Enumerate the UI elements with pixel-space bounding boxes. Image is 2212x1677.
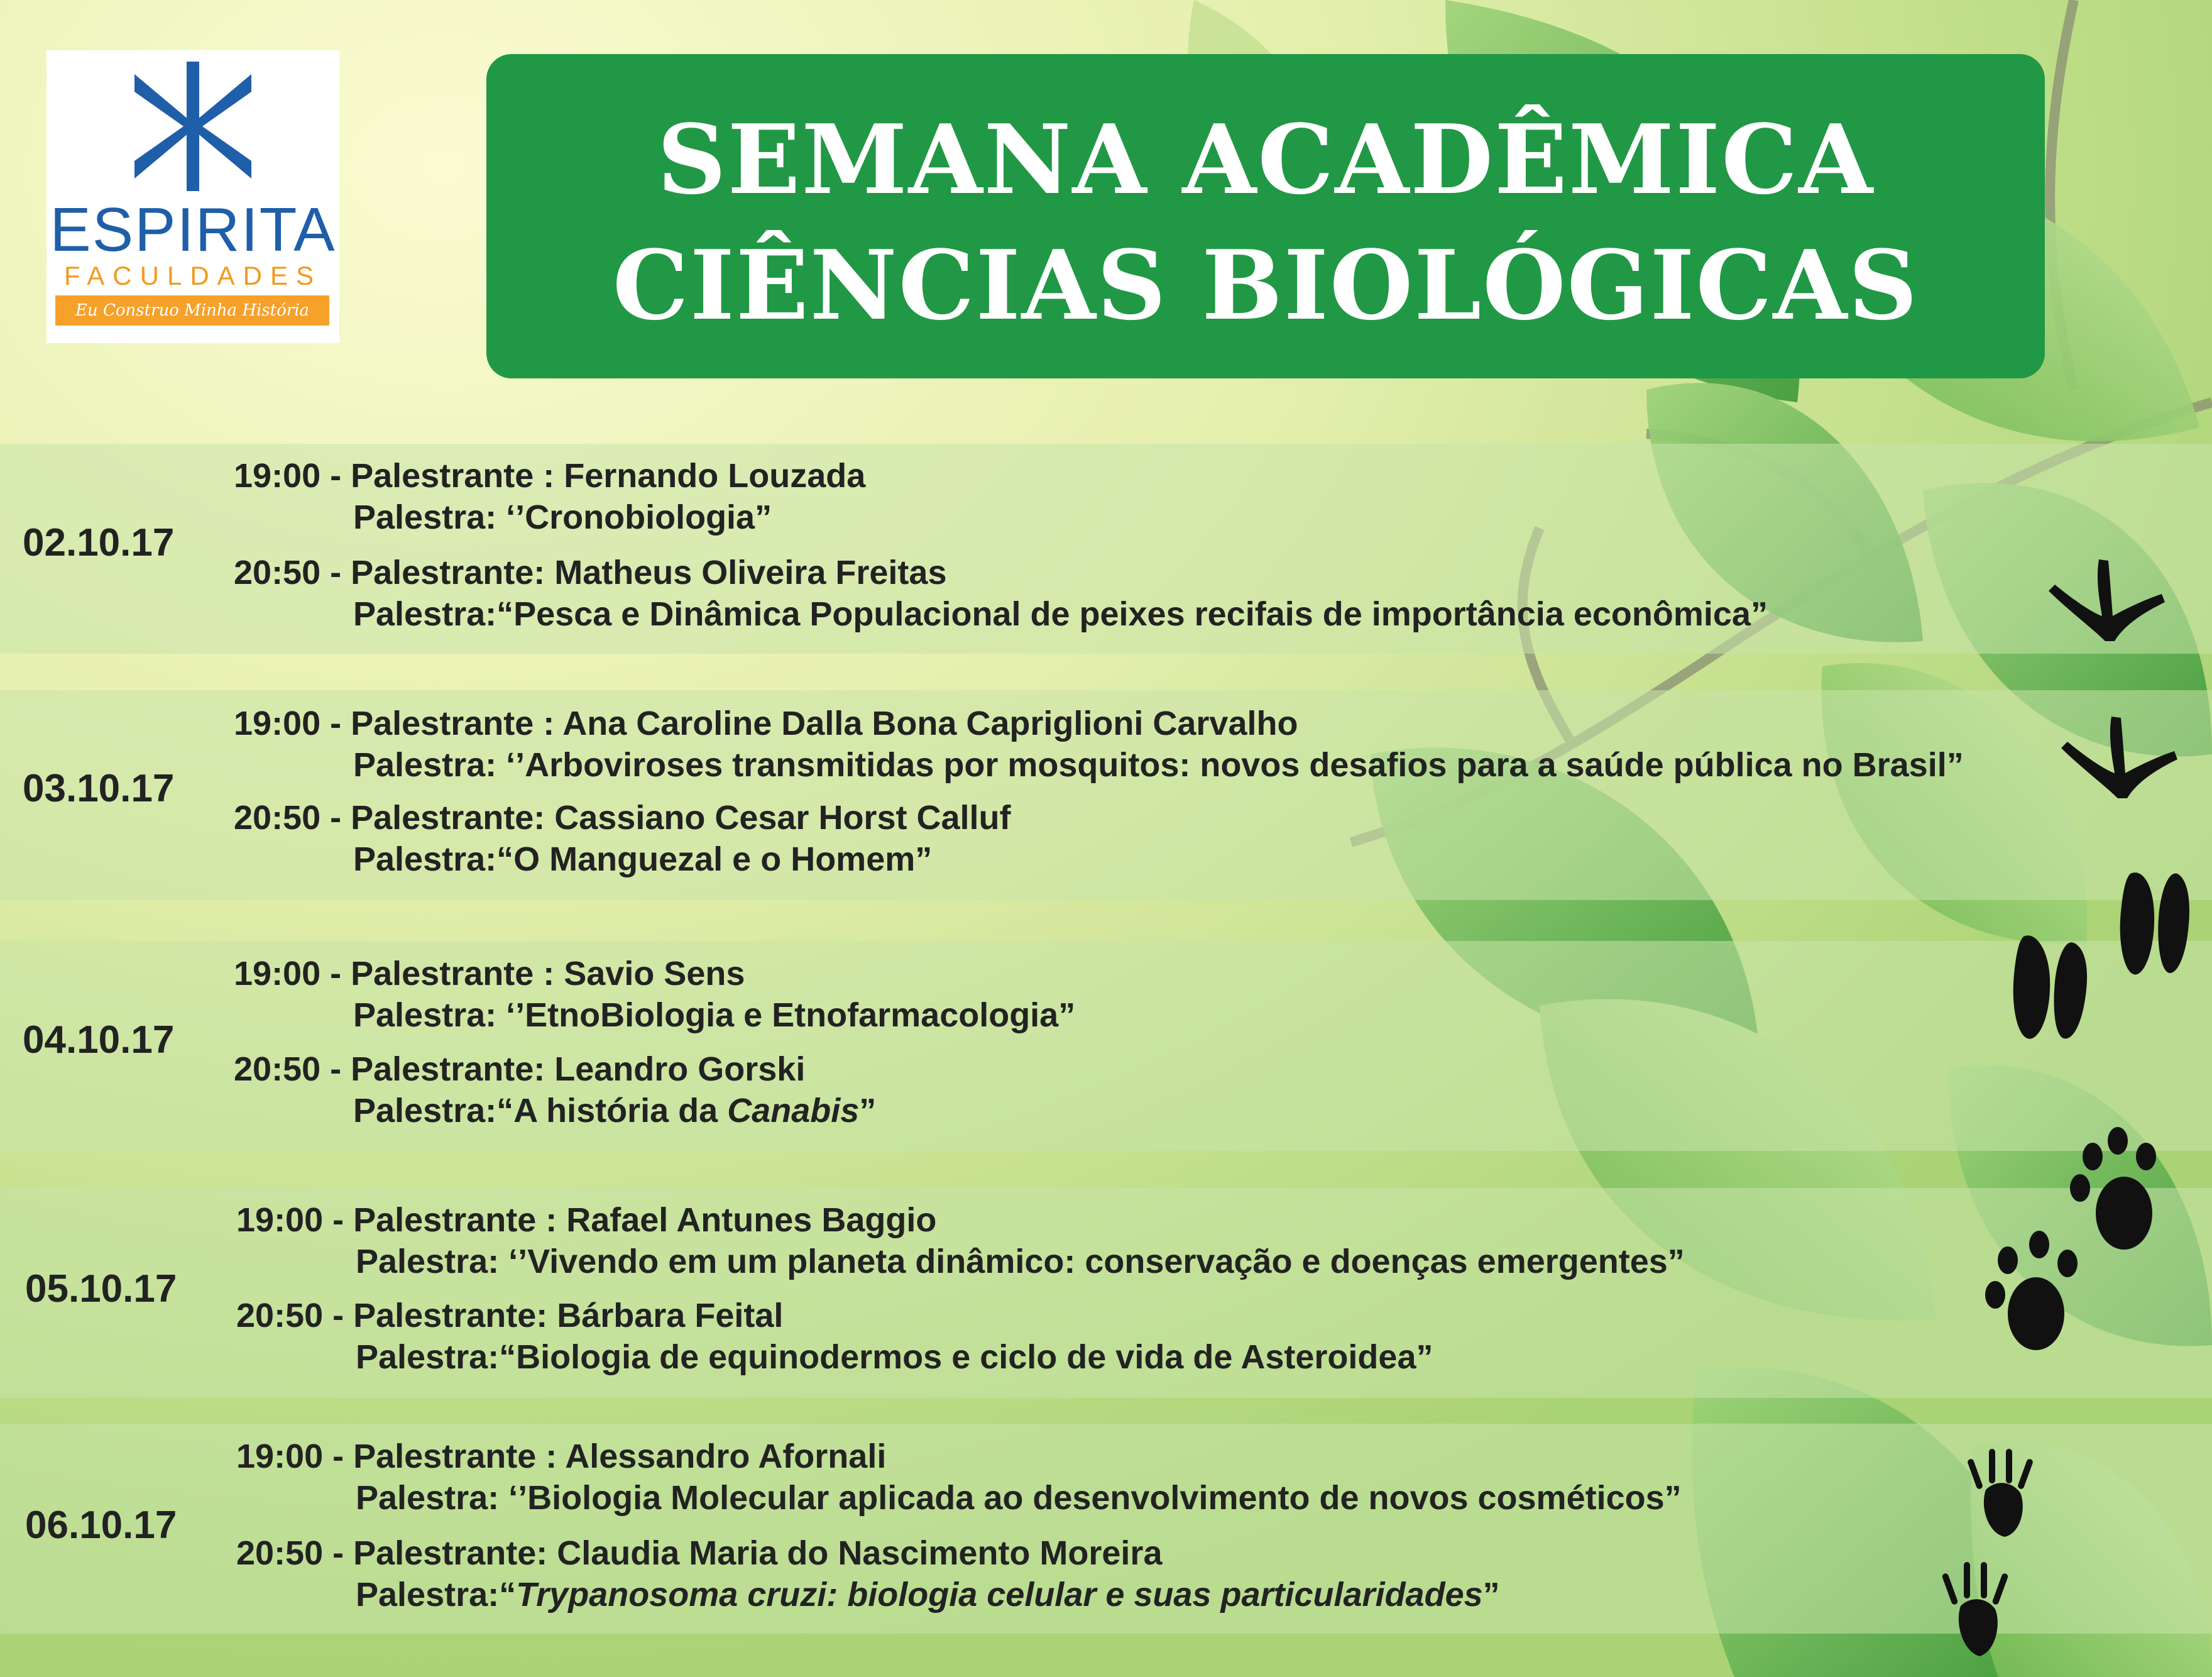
talk-title: Palestra: ‘’Biologia Molecular aplicada ao desenvolvimento de novos cosméticos”: [356, 1479, 1682, 1517]
talk-title: [353, 1094, 876, 1128]
espirita-faculdades-logo: [47, 50, 339, 343]
small-paw-print-icon: [1967, 1446, 2036, 1540]
talk-title: Palestra:“Biologia de equinodermos e ciclo de vida de Asteroidea”: [356, 1338, 1433, 1376]
talk-time-speaker: 20:50 - Palestrante: Cassiano Cesar Horst Calluf: [234, 799, 1011, 837]
talk-title: Palestra: ‘’Arboviroses transmitidas por mosquitos: novos desafios para a saúde pública no Brasil”: [353, 746, 1964, 784]
talk-time-speaker: 19:00 - Palestrante : Alessandro Afornali: [236, 1438, 887, 1475]
day-date: 06.10.17: [25, 1504, 177, 1547]
talk-time-speaker: 20:50 - Palestrante: Leandro Gorski: [234, 1050, 806, 1088]
talk-title: Palestra: ‘’EtnoBiologia e Etnofarmacologia”: [353, 996, 1076, 1034]
logo-subtitle: FACULDADES: [63, 261, 322, 290]
talk-title: Palestra:“O Manguezal e o Homem”: [353, 840, 933, 878]
talk-title-text: Palestra:“A história da: [353, 1092, 728, 1130]
talk-time-speaker: 20:50 - Palestrante: Matheus Oliveira Freitas: [234, 554, 947, 591]
talk-title-close: ”: [859, 1092, 877, 1130]
day-date: 02.10.17: [23, 521, 175, 564]
talk-title: Palestra:“Pesca e Dinâmica Populacional de peixes recifais de importância econômica”: [353, 595, 1768, 633]
talk-time-speaker: 19:00 - Palestrante : Fernando Louzada: [234, 457, 866, 495]
talk-title: Palestra: ‘’Cronobiologia”: [353, 498, 772, 536]
talk-time-speaker: 19:00 - Palestrante : Savio Sens: [234, 955, 745, 992]
logo-tagline: Eu Construo Minha História: [55, 295, 329, 326]
day-date: 03.10.17: [23, 767, 175, 810]
talk-title: [356, 1578, 1500, 1612]
talk-time-speaker: 19:00 - Palestrante : Rafael Antunes Baggio: [236, 1201, 937, 1239]
talk-title: Palestra: ‘’Vivendo em um planeta dinâmico: conservação e doenças emergentes”: [356, 1243, 1685, 1280]
title-banner: [486, 54, 2045, 378]
talk-time-speaker: 19:00 - Palestrante : Ana Caroline Dalla Bona Capriglioni Carvalho: [234, 705, 1298, 742]
day-date: 05.10.17: [25, 1267, 177, 1311]
bird-footprint-icon: [2055, 710, 2181, 811]
asterisk-logo-icon: [128, 62, 258, 191]
talk-title-italic: Canabis: [727, 1092, 860, 1130]
page-title-line1: SEMANA ACADÊMICA: [657, 103, 1875, 216]
page-title-line2: CIÊNCIAS BIOLÓGICAS: [612, 229, 1919, 341]
talk-title-text: Palestra:“: [356, 1576, 517, 1614]
paw-print-icon: [1979, 1226, 2086, 1364]
small-paw-print-icon: [1942, 1559, 2011, 1659]
bird-footprint-icon: [2042, 553, 2168, 654]
talk-title-close: ”: [1482, 1576, 1500, 1614]
logo-name: ESPIRITA: [50, 195, 336, 264]
hoof-print-icon: [2011, 930, 2093, 1043]
day-date: 04.10.17: [23, 1018, 175, 1062]
talk-time-speaker: 20:50 - Palestrante: Bárbara Feital: [236, 1297, 784, 1334]
talk-title-italic: Trypanosoma cruzi: biologia celular e suas particularidades: [516, 1576, 1483, 1614]
hoof-print-icon: [2118, 867, 2193, 981]
talk-time-speaker: 20:50 - Palestrante: Claudia Maria do Nascimento Moreira: [236, 1534, 1163, 1572]
